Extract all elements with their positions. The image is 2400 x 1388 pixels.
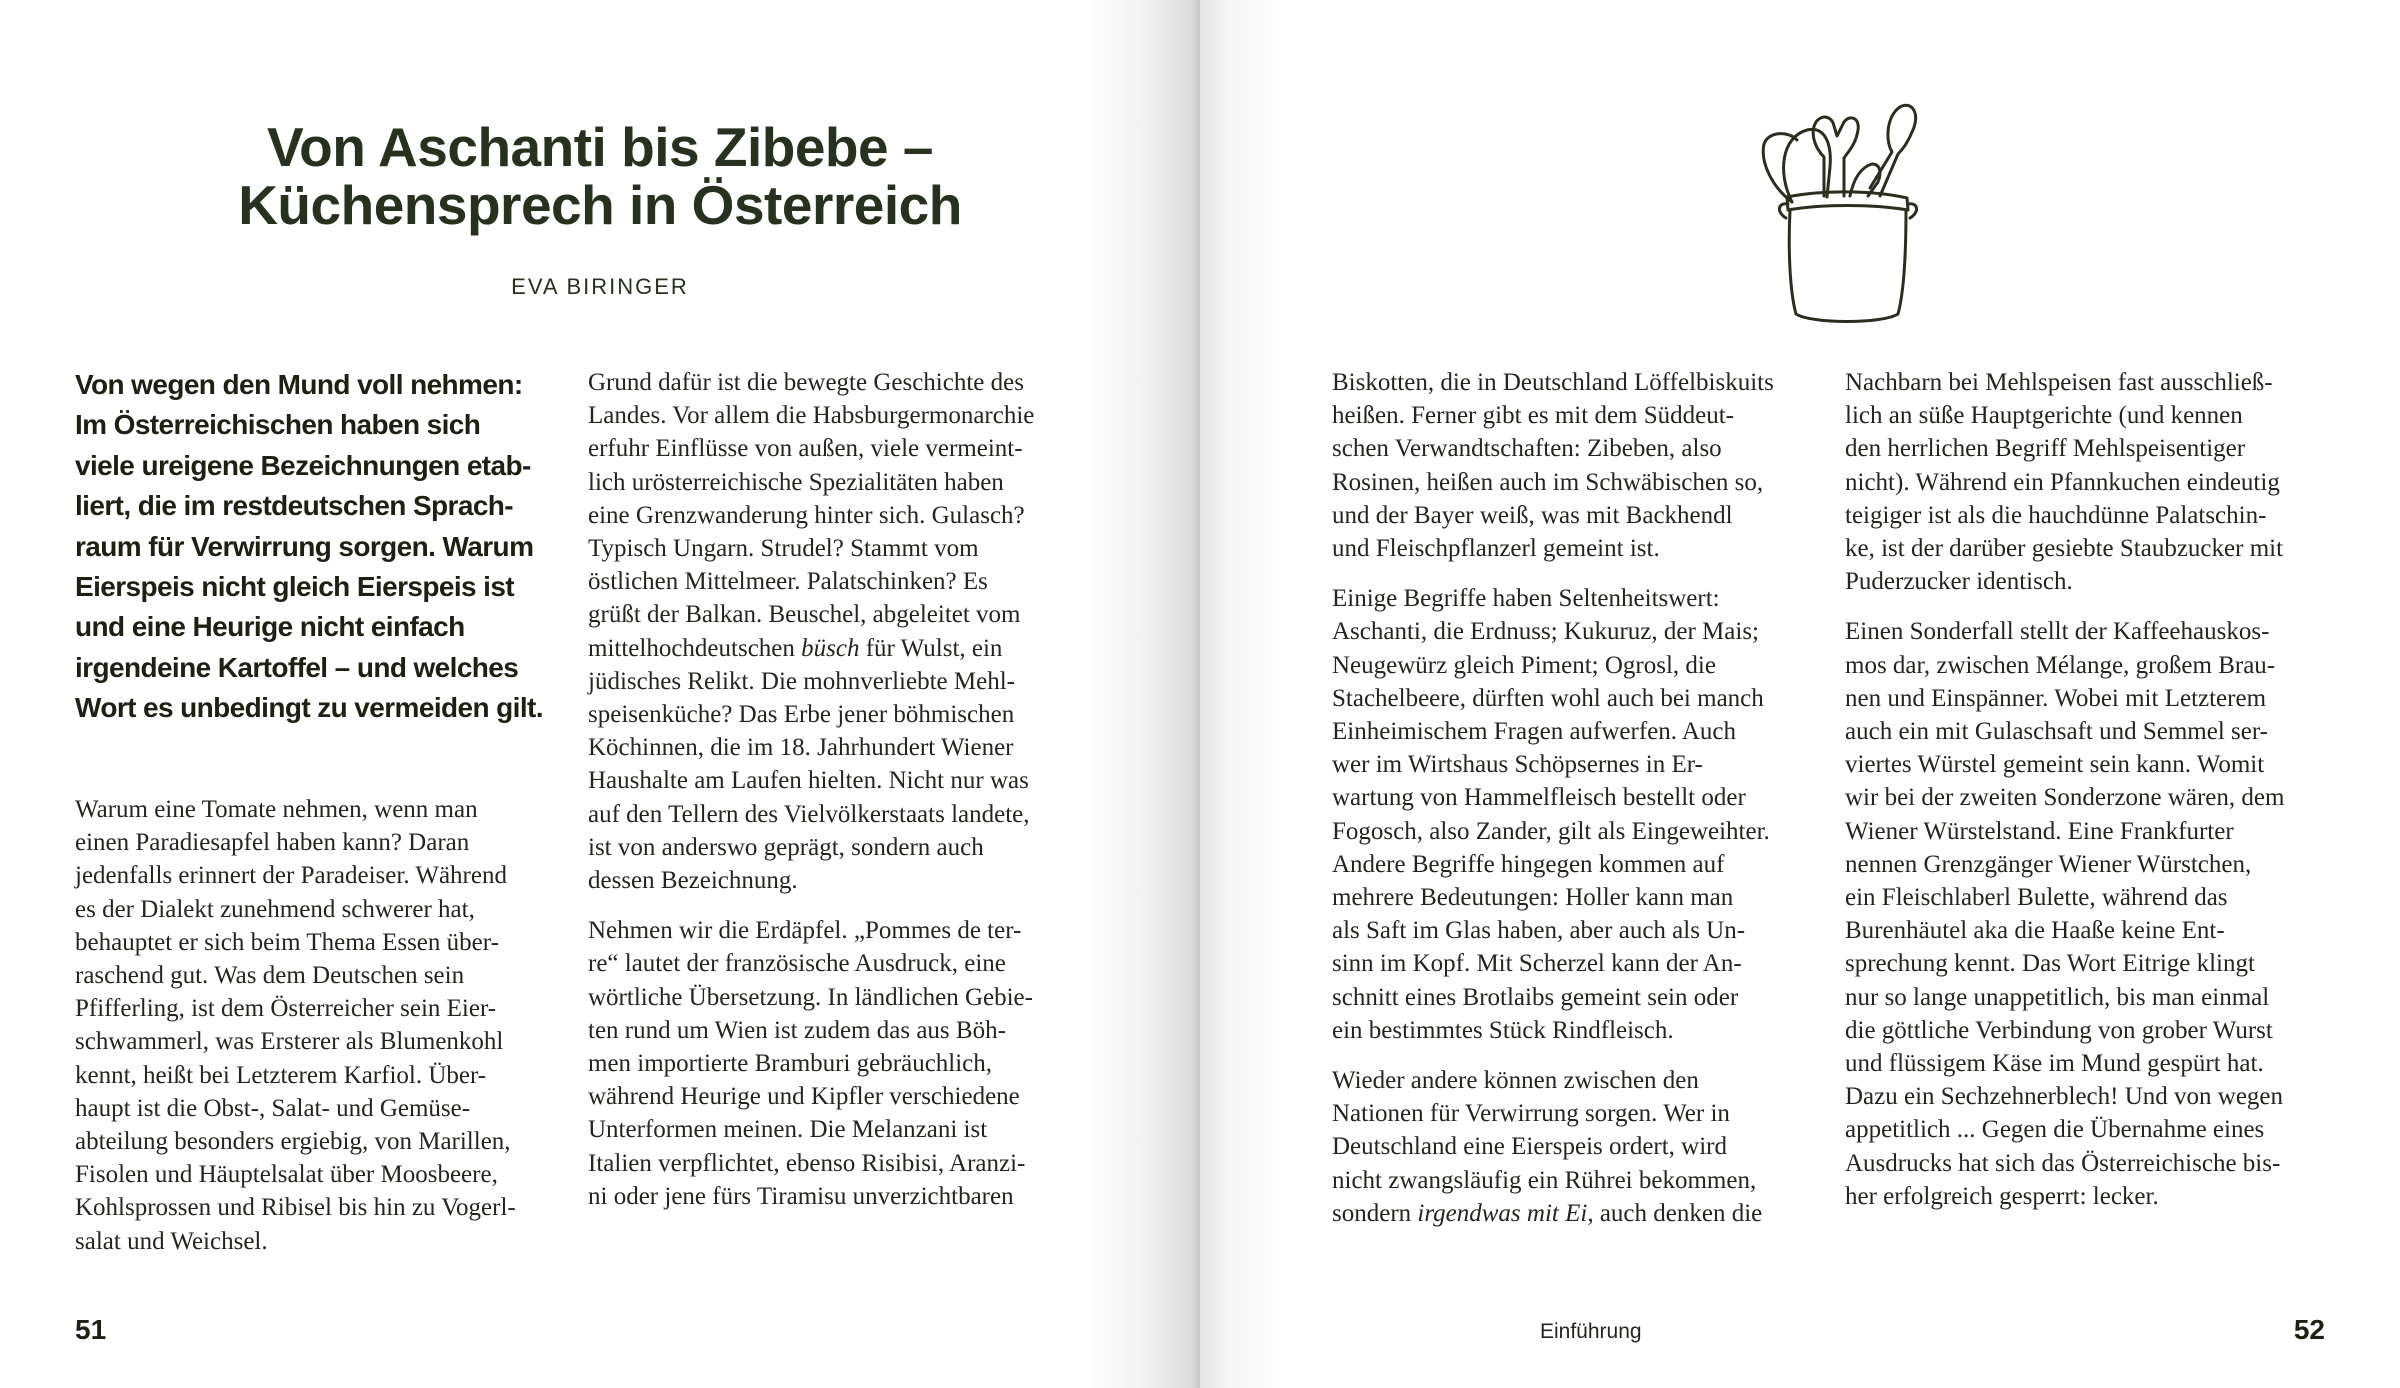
text-line: jedenfalls erinnert der Paradeiser. Während [75,862,507,890]
text-line: nicht zwangsläufig ein Rührei bekommen, [1332,1166,1757,1194]
body-column-3 [1332,366,1822,1247]
text-line: Dazu ein Sechzehnerblech! Und von wegen [1845,1083,2284,1111]
text-line: mehrere Bedeutungen: Holler kann man [1332,884,1734,912]
paragraph [1845,366,2335,598]
paragraph [75,793,565,1258]
text-line: den herrlichen Begriff Mehlspeisentiger [1845,435,2246,463]
text-line: jüdisches Relikt. Die mohnverliebte Mehl- [588,667,1015,695]
text-line: ten rund um Wien ist zudem das aus Böh- [588,1016,1006,1044]
text-line: mos dar, zwischen Mélange, großem Brau- [1845,651,2276,679]
text-line [588,632,1078,665]
text-line: Fisolen und Häuptelsalat über Moosbeere, [75,1161,498,1189]
text-line: Andere Begriffe hingegen kommen auf [1332,850,1725,878]
text-line: grüßt der Balkan. Beuschel, abgeleitet vom [588,601,1021,629]
text-line: und Fleischpflanzerl gemeint ist. [1332,535,1660,563]
text-line: liert, die im restdeutschen Sprach- [75,490,514,522]
text-line: lich an süße Hauptgerichte (und kennen [1845,402,2243,430]
text-segment: mittelhochdeutschen [588,634,802,662]
text-line: Grund dafür ist die bewegte Geschichte des [588,369,1024,396]
text-line: Einige Begriffe haben Seltenheitswert: [1332,585,1720,613]
italic-term: irgendwas mit Ei [1417,1199,1588,1227]
text-line: appetitlich ... Gegen die Übernahme eines [1845,1116,2265,1144]
text-line: Im Österreichischen haben sich [75,409,481,441]
text-line: und flüssigem Käse im Mund gespürt hat. [1845,1050,2264,1078]
paragraph [1332,366,1822,565]
text-line: viertes Würstel gemeint sein kann. Womit [1845,751,2265,779]
text-line: salat und Weichsel. [75,1227,268,1255]
text-line: Eierspeis nicht gleich Eierspeis ist [75,571,515,603]
text-line: Von wegen den Mund voll nehmen: [75,369,523,400]
text-line: und eine Heurige nicht einfach [75,611,465,643]
page-number: 51 [75,1314,107,1345]
text-line: Ausdrucks hat sich das Österreichische bis- [1845,1149,2281,1177]
text-line: teigiger ist als die hauchdünne Palatschin- [1845,501,2267,529]
text-line: und der Bayer weiß, was mit Backhendl [1332,501,1733,529]
text-line: nen und Einspänner. Wobei mit Letzterem [1845,684,2267,712]
body-column-2 [588,366,1078,1230]
text-line: lich urösterreichische Spezialitäten haben [588,468,1004,496]
text-line: wartung von Hammelfleisch bestellt oder [1332,784,1746,812]
text-line: Italien verpflichtet, ebenso Risibisi, Aranzi- [588,1149,1026,1177]
text-line: Landes. Vor allem die Habsburgermonarchie [588,402,1035,430]
paragraph [1332,1064,1822,1230]
text-line: speisenküche? Das Erbe jener böhmischen [588,701,1015,729]
author-byline: EVA BIRINGER [511,274,689,299]
text-line: kennt, heißt bei Letzterem Karfiol. Über- [75,1061,487,1089]
text-line: Burenhäutel aka die Haaße keine Ent- [1845,917,2225,945]
text-line: Wieder andere können zwischen den [1332,1067,1699,1095]
text-line: ein Fleischlaberl Bulette, während das [1845,884,2228,912]
text-line: wer im Wirtshaus Schöpsernes in Er- [1332,751,1703,779]
text-line: auch ein mit Gulaschsaft und Semmel ser- [1845,718,2268,746]
text-segment: sondern [1332,1199,1418,1227]
text-line: men importierte Bramburi gebräuchlich, [588,1050,993,1078]
text-line: Haushalte am Laufen hielten. Nicht nur was [588,767,1029,795]
text-line: viele ureigene Bezeichnungen etab- [75,449,531,481]
text-line: schen Verwandtschaften: Zibeben, also [1332,435,1722,463]
text-line: während Heurige und Kipfler verschiedene [588,1083,1020,1111]
text-line: erfuhr Einflüsse von außen, viele vermeint- [588,435,1023,463]
text-line: wir bei der zweiten Sonderzone wären, dem [1845,784,2285,812]
text-line: irgendeine Kartoffel – und welches [75,651,519,683]
text-line: Wort es unbedingt zu vermeiden gilt. [75,692,543,724]
text-line: raum für Verwirrung sorgen. Warum [75,530,534,562]
text-line: ist von anderswo geprägt, sondern auch [588,833,984,861]
text-line: nur so lange unappetitlich, bis man einmal [1845,983,2270,1011]
text-line: die göttliche Verbindung von grober Wurst [1845,1016,2273,1044]
text-line: Fogosch, also Zander, gilt als Eingeweihter. [1332,817,1770,845]
text-line: östlichen Mittelmeer. Palatschinken? Es [588,568,988,596]
text-line: heißen. Ferner gibt es mit dem Süddeut- [1332,402,1735,430]
text-line: Pfifferling, ist dem Österreicher sein Eier- [75,995,497,1023]
text-line: haupt ist die Obst-, Salat- und Gemüse- [75,1094,471,1122]
text-line: dessen Bezeichnung. [588,867,798,895]
text-line: als Saft im Glas haben, aber auch als Un- [1332,917,1746,945]
paragraph [1332,582,1822,1047]
body-column-1 [75,793,565,1275]
text-line: Einen Sonderfall stellt der Kaffeehauskos- [1845,618,2270,646]
text-line: Biskotten, die in Deutschland Löffelbiskuits [1332,369,1774,396]
text-line: Wiener Würstelstand. Eine Frankfurter [1845,817,2234,845]
text-line: schwammerl, was Ersterer als Blumenkohl [75,1028,504,1056]
text-line: wörtliche Übersetzung. In ländlichen Gebie- [588,983,1033,1011]
article-title [0,118,1200,234]
lede-column [75,365,575,729]
text-line: Nehmen wir die Erdäpfel. „Pommes de ter- [588,917,1022,945]
text-line: einen Paradiesapfel haben kann? Daran [75,829,470,857]
paragraph [1845,615,2335,1213]
text-line: behauptet er sich beim Thema Essen über- [75,928,499,956]
text-line: es der Dialekt zunehmend schwerer hat, [75,895,475,923]
text-line: Typisch Ungarn. Strudel? Stammt vom [588,535,979,563]
text-line: ein bestimmtes Stück Rindfleisch. [1332,1016,1674,1044]
utensil-crock-icon [1752,92,1942,332]
text-line: Puderzucker identisch. [1845,568,2073,596]
text-line: abteilung besonders ergiebig, von Marillen, [75,1128,511,1156]
text-line: her erfolgreich gesperrt: lecker. [1845,1182,2159,1210]
paragraph [588,366,1078,897]
text-line: ni oder jene fürs Tiramisu unverzichtbaren [588,1182,1014,1210]
text-line: Rosinen, heißen auch im Schwäbischen so, [1332,468,1764,496]
text-line: Neugewürz gleich Piment; Ogrosl, die [1332,651,1716,679]
text-line: nennen Grenzgänger Wiener Würstchen, [1845,850,2252,878]
text-line: nicht). Während ein Pfannkuchen eindeutig [1845,468,2280,496]
text-line: eine Grenzwanderung hinter sich. Gulasch? [588,501,1025,529]
text-line: re“ lautet der französische Ausdruck, eine [588,950,1006,978]
paragraph [588,914,1078,1213]
page-number: 52 [2293,1314,2325,1345]
text-line: raschend gut. Was dem Deutschen sein [75,962,465,990]
text-line: Köchinnen, die im 18. Jahrhundert Wiener [588,734,1014,762]
text-line: Nationen für Verwirrung sorgen. Wer in [1332,1100,1730,1128]
text-line: Nachbarn bei Mehlspeisen fast ausschließ- [1845,369,2273,396]
title-line: Küchensprech in Österreich [238,174,962,236]
text-line: Deutschland eine Eierspeis ordert, wird [1332,1133,1728,1161]
title-line: Von Aschanti bis Zibebe – [267,116,933,178]
text-segment: für Wulst, ein [859,634,1003,662]
text-segment: , auch denken die [1587,1199,1763,1227]
text-line: sprechung kennt. Das Wort Eitrige klingt [1845,950,2255,978]
text-line: Aschanti, die Erdnuss; Kukuruz, der Mais; [1332,618,1760,646]
text-line [1332,1197,1822,1230]
text-line: Unterformen meinen. Die Melanzani ist [588,1116,988,1144]
text-line: auf den Tellern des Vielvölkerstaats landete, [588,800,1030,828]
text-line: ke, ist der darüber gesiebte Staubzucker mit [1845,535,2284,563]
text-line: Stachelbeere, dürften wohl auch bei manch [1332,684,1764,712]
italic-term: büsch [801,634,860,662]
text-line: Warum eine Tomate nehmen, wenn man [75,796,478,823]
text-line: Kohlsprossen und Ribisel bis hin zu Vogerl- [75,1194,516,1222]
running-head: Einführung [1540,1320,1642,1343]
text-line: schnitt eines Brotlaibs gemeint sein oder [1332,983,1739,1011]
paragraph [75,365,575,729]
body-column-4 [1845,366,2335,1230]
text-line: sinn im Kopf. Mit Scherzel kann der An- [1332,950,1742,978]
text-line: Einheimischem Fragen aufwerfen. Auch [1332,718,1737,746]
